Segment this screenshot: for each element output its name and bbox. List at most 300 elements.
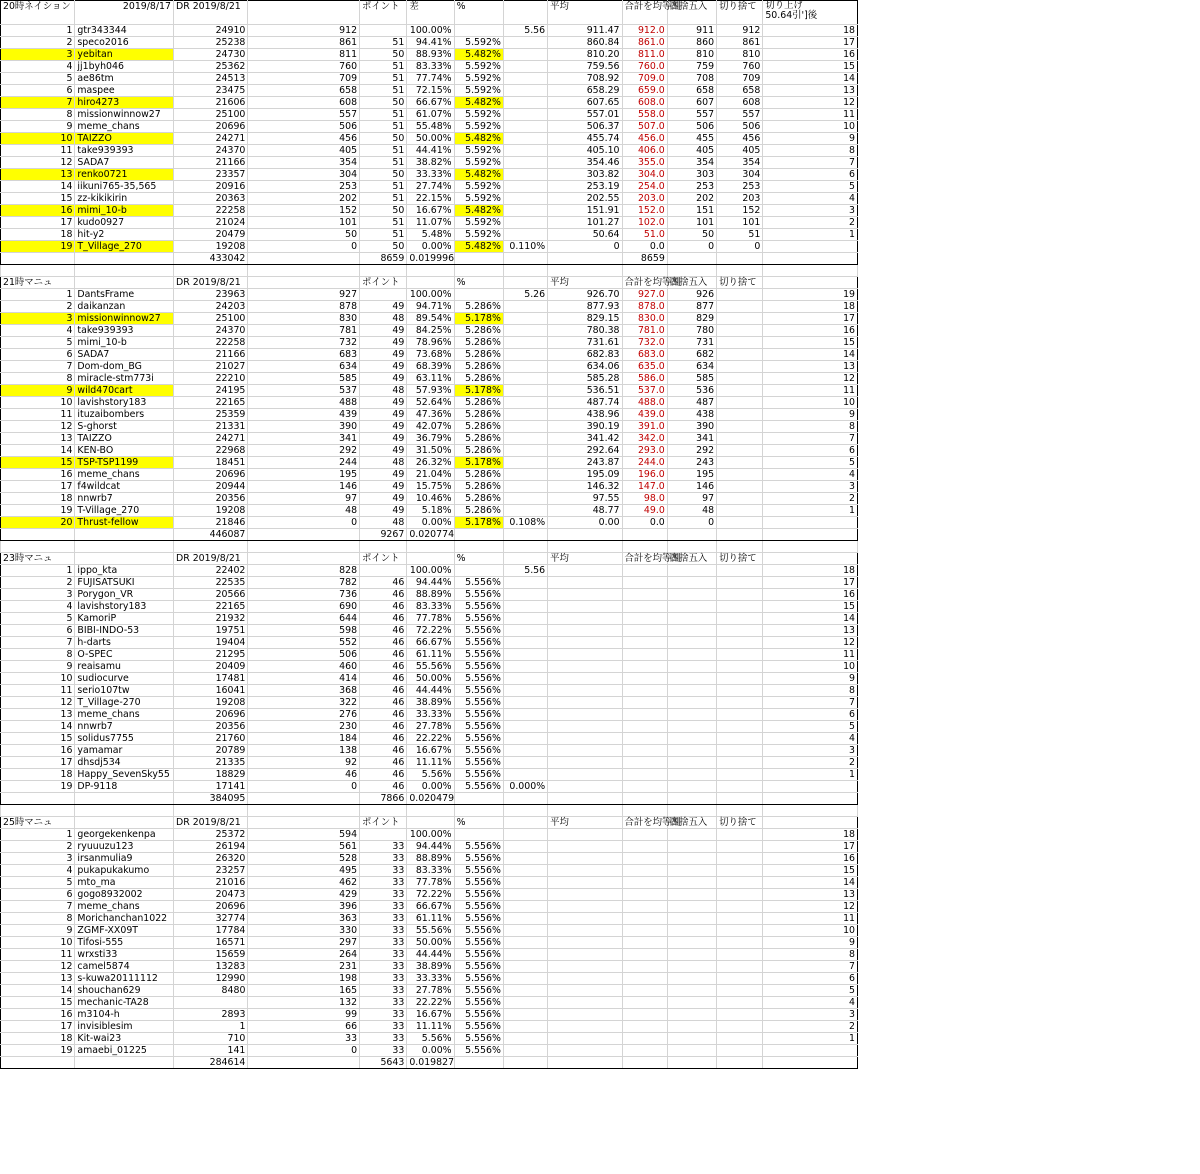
cell-order[interactable]: 10 — [763, 396, 858, 408]
cell-diff[interactable]: 51 — [360, 109, 407, 121]
cell-ratio[interactable]: 5.556% — [454, 1008, 503, 1020]
cell-equal-split[interactable]: 536.51 — [548, 384, 622, 396]
cell-point[interactable]: 828 — [248, 564, 360, 576]
cell-ratio[interactable]: 5.556% — [454, 900, 503, 912]
cell-floored[interactable]: 438 — [667, 408, 716, 420]
cell-ceiled[interactable]: 101 — [717, 217, 763, 229]
cell-rank[interactable]: 15 — [1, 732, 75, 744]
cell-dr-value[interactable]: 18829 — [173, 768, 247, 780]
cell-ratio[interactable]: 5.286% — [454, 324, 503, 336]
cell-player-name[interactable]: DantsFrame — [75, 288, 174, 300]
header-percent[interactable]: % — [454, 552, 503, 564]
cell[interactable] — [75, 528, 174, 540]
cell-equal-split[interactable] — [548, 588, 622, 600]
cell[interactable] — [75, 540, 174, 552]
cell-ceiled[interactable] — [717, 768, 763, 780]
cell-ratio[interactable]: 5.556% — [454, 756, 503, 768]
cell-order[interactable]: 9 — [763, 133, 858, 145]
cell-diff[interactable]: 33 — [360, 960, 407, 972]
cell[interactable] — [548, 804, 622, 816]
cell-average[interactable] — [503, 61, 547, 73]
cell-equal-split[interactable] — [548, 636, 622, 648]
cell-ceiled[interactable] — [717, 648, 763, 660]
cell-percent[interactable]: 16.67% — [407, 744, 454, 756]
header-date[interactable]: 2019/8/17 — [75, 1, 174, 25]
cell-rank[interactable]: 2 — [1, 840, 75, 852]
cell-rounded[interactable] — [622, 732, 667, 744]
cell-rounded[interactable]: 391.0 — [622, 420, 667, 432]
cell-ceiled[interactable] — [717, 372, 763, 384]
cell-rank[interactable]: 12 — [1, 157, 75, 169]
cell-order[interactable]: 8 — [763, 420, 858, 432]
cell-rank[interactable]: 14 — [1, 720, 75, 732]
cell-point[interactable]: 405 — [248, 145, 360, 157]
cell-equal-split[interactable] — [548, 984, 622, 996]
cell-rank[interactable]: 10 — [1, 396, 75, 408]
cell-floored[interactable]: 585 — [667, 372, 716, 384]
cell-average[interactable] — [503, 888, 547, 900]
cell-equal-split[interactable]: 0 — [548, 241, 622, 253]
cell-order[interactable] — [763, 516, 858, 528]
cell[interactable] — [667, 528, 716, 540]
section-title[interactable]: 25時マニュ — [1, 816, 75, 828]
cell-diff[interactable]: 46 — [360, 708, 407, 720]
cell-player-name[interactable]: FUJISATSUKI — [75, 576, 174, 588]
cell-ratio[interactable]: 5.556% — [454, 948, 503, 960]
cell-ratio[interactable]: 5.482% — [454, 241, 503, 253]
cell-point[interactable]: 608 — [248, 97, 360, 109]
cell-floored[interactable]: 506 — [667, 121, 716, 133]
header-dr[interactable]: DR 2019/8/21 — [173, 552, 247, 564]
cell-order[interactable]: 10 — [763, 660, 858, 672]
cell[interactable] — [548, 253, 622, 265]
cell-average[interactable] — [503, 480, 547, 492]
cell-player-name[interactable]: KamoriP — [75, 612, 174, 624]
cell[interactable] — [360, 540, 407, 552]
cell-percent[interactable]: 66.67% — [407, 636, 454, 648]
cell-floored[interactable] — [667, 744, 716, 756]
cell-dr-value[interactable]: 20356 — [173, 720, 247, 732]
cell-average[interactable]: 0.110% — [503, 241, 547, 253]
cell-floored[interactable] — [667, 612, 716, 624]
cell-rounded[interactable] — [622, 984, 667, 996]
cell-dr-value[interactable]: 20916 — [173, 181, 247, 193]
cell-equal-split[interactable] — [548, 840, 622, 852]
cell-point[interactable]: 811 — [248, 49, 360, 61]
cell-equal-split[interactable] — [548, 744, 622, 756]
cell-diff[interactable]: 46 — [360, 672, 407, 684]
cell-rank[interactable]: 5 — [1, 73, 75, 85]
cell-ratio[interactable]: 5.556% — [454, 600, 503, 612]
cell-percent[interactable]: 16.67% — [407, 1008, 454, 1020]
cell-equal-split[interactable]: 253.19 — [548, 181, 622, 193]
cell-rounded[interactable] — [622, 588, 667, 600]
cell-ratio[interactable]: 5.286% — [454, 360, 503, 372]
cell-average[interactable] — [503, 708, 547, 720]
cell-average[interactable] — [503, 456, 547, 468]
cell[interactable] — [763, 1056, 858, 1068]
header-percent[interactable]: % — [454, 276, 503, 288]
cell-average[interactable] — [503, 852, 547, 864]
cell-equal-split[interactable]: 506.37 — [548, 121, 622, 133]
cell-ceiled[interactable] — [717, 876, 763, 888]
cell-ceiled[interactable] — [717, 456, 763, 468]
cell-ceiled[interactable]: 557 — [717, 109, 763, 121]
cell-average[interactable] — [503, 324, 547, 336]
cell-rounded[interactable] — [622, 564, 667, 576]
cell-diff[interactable]: 33 — [360, 1044, 407, 1056]
cell-rounded[interactable]: 0.0 — [622, 241, 667, 253]
cell-point[interactable]: 202 — [248, 193, 360, 205]
cell-rank[interactable]: 9 — [1, 121, 75, 133]
cell-equal-split[interactable]: 50.64 — [548, 229, 622, 241]
cell-player-name[interactable]: Morichanchan1022 — [75, 912, 174, 924]
cell-order[interactable]: 11 — [763, 912, 858, 924]
cell-ceiled[interactable]: 709 — [717, 73, 763, 85]
cell-percent[interactable]: 72.15% — [407, 85, 454, 97]
cell-average[interactable] — [503, 312, 547, 324]
cell-floored[interactable]: 682 — [667, 348, 716, 360]
cell-order[interactable]: 16 — [763, 324, 858, 336]
cell-dr-value[interactable]: 26194 — [173, 840, 247, 852]
cell-dr-value[interactable]: 21846 — [173, 516, 247, 528]
cell-point[interactable]: 363 — [248, 912, 360, 924]
cell-floored[interactable]: 341 — [667, 432, 716, 444]
cell-ratio[interactable]: 5.482% — [454, 133, 503, 145]
cell-point[interactable]: 528 — [248, 852, 360, 864]
cell[interactable] — [1, 265, 75, 277]
cell-ratio[interactable]: 5.556% — [454, 876, 503, 888]
cell-dr-value[interactable]: 20479 — [173, 229, 247, 241]
cell-dr-value[interactable]: 21331 — [173, 420, 247, 432]
cell-ceiled[interactable] — [717, 972, 763, 984]
cell-dr-value[interactable]: 24513 — [173, 73, 247, 85]
cell[interactable] — [248, 265, 360, 277]
header-ceil-note[interactable]: 50.64引']後 — [765, 10, 818, 21]
cell-point[interactable]: 414 — [248, 672, 360, 684]
cell-order[interactable]: 2 — [763, 756, 858, 768]
cell-rank[interactable]: 6 — [1, 888, 75, 900]
cell-diff[interactable]: 33 — [360, 900, 407, 912]
cell-average[interactable]: 0.000% — [503, 780, 547, 792]
cell-order[interactable]: 19 — [763, 288, 858, 300]
cell[interactable] — [717, 792, 763, 804]
cell-floored[interactable]: 731 — [667, 336, 716, 348]
cell-order[interactable]: 12 — [763, 900, 858, 912]
cell-floored[interactable] — [667, 660, 716, 672]
cell-ceiled[interactable] — [717, 1044, 763, 1056]
cell-rank[interactable]: 11 — [1, 948, 75, 960]
cell-diff[interactable]: 51 — [360, 145, 407, 157]
cell-order[interactable]: 13 — [763, 85, 858, 97]
header-floor[interactable]: 切り捨て — [717, 816, 763, 828]
cell-ceiled[interactable] — [717, 780, 763, 792]
cell[interactable] — [248, 540, 360, 552]
cell-ceiled[interactable] — [717, 744, 763, 756]
cell[interactable] — [173, 804, 247, 816]
cell-order[interactable]: 4 — [763, 468, 858, 480]
cell-average[interactable] — [503, 744, 547, 756]
cell-ceiled[interactable]: 354 — [717, 157, 763, 169]
cell-average[interactable] — [503, 181, 547, 193]
cell-player-name[interactable]: yebitan — [75, 49, 174, 61]
cell-average[interactable] — [503, 336, 547, 348]
cell-player-name[interactable]: SADA7 — [75, 348, 174, 360]
cell-player-name[interactable]: dhsdj534 — [75, 756, 174, 768]
cell-percent[interactable]: 100.00% — [407, 828, 454, 840]
cell-point[interactable]: 912 — [248, 25, 360, 37]
cell-floored[interactable] — [667, 828, 716, 840]
cell-equal-split[interactable] — [548, 876, 622, 888]
cell-point[interactable]: 460 — [248, 660, 360, 672]
cell-percent[interactable]: 5.48% — [407, 229, 454, 241]
cell-rounded[interactable] — [622, 900, 667, 912]
cell-rank[interactable]: 5 — [1, 612, 75, 624]
cell-point[interactable]: 462 — [248, 876, 360, 888]
cell-diff[interactable] — [360, 564, 407, 576]
cell-average[interactable] — [503, 73, 547, 85]
cell-point[interactable]: 0 — [248, 241, 360, 253]
cell-percent[interactable]: 55.48% — [407, 121, 454, 133]
cell-floored[interactable] — [667, 576, 716, 588]
cell-order[interactable]: 15 — [763, 600, 858, 612]
cell[interactable] — [548, 540, 622, 552]
cell-rank[interactable]: 17 — [1, 480, 75, 492]
cell[interactable] — [1, 792, 75, 804]
cell[interactable] — [248, 804, 360, 816]
cell-order[interactable]: 14 — [763, 73, 858, 85]
cell-equal-split[interactable]: 48.77 — [548, 504, 622, 516]
cell-percent[interactable]: 61.11% — [407, 912, 454, 924]
cell-rounded[interactable]: 608.0 — [622, 97, 667, 109]
header-ceil-cell[interactable] — [763, 552, 858, 564]
cell-order[interactable] — [763, 241, 858, 253]
cell-ceiled[interactable]: 506 — [717, 121, 763, 133]
header-point[interactable]: ポイント — [360, 552, 407, 564]
cell-player-name[interactable]: daikanzan — [75, 300, 174, 312]
cell-point[interactable]: 594 — [248, 828, 360, 840]
cell[interactable] — [1, 1056, 75, 1068]
cell-order[interactable]: 7 — [763, 432, 858, 444]
cell-ratio[interactable]: 5.178% — [454, 384, 503, 396]
cell-diff[interactable]: 46 — [360, 588, 407, 600]
cell-diff[interactable]: 33 — [360, 984, 407, 996]
cell-rank[interactable]: 9 — [1, 384, 75, 396]
cell-percent[interactable]: 89.54% — [407, 312, 454, 324]
cell-average[interactable] — [503, 756, 547, 768]
cell[interactable] — [667, 253, 716, 265]
cell-diff[interactable]: 51 — [360, 157, 407, 169]
cell-player-name[interactable]: Tifosi-555 — [75, 936, 174, 948]
cell[interactable] — [622, 804, 667, 816]
cell-rounded[interactable]: 912.0 — [622, 25, 667, 37]
cell-floored[interactable]: 557 — [667, 109, 716, 121]
cell-player-name[interactable]: Kit-wai23 — [75, 1032, 174, 1044]
cell-point[interactable]: 48 — [248, 504, 360, 516]
cell-ratio[interactable]: 5.556% — [454, 1032, 503, 1044]
cell-rounded[interactable] — [622, 684, 667, 696]
cell-point[interactable]: 97 — [248, 492, 360, 504]
cell-rank[interactable]: 17 — [1, 756, 75, 768]
cell-player-name[interactable]: lavishstory183 — [75, 396, 174, 408]
cell-percent[interactable]: 100.00% — [407, 25, 454, 37]
cell-player-name[interactable]: take939393 — [75, 145, 174, 157]
cell-dr-value[interactable]: 25238 — [173, 37, 247, 49]
cell-ceiled[interactable] — [717, 360, 763, 372]
cell-order[interactable]: 6 — [763, 972, 858, 984]
cell-ceiled[interactable]: 0 — [717, 241, 763, 253]
cell-floored[interactable] — [667, 756, 716, 768]
cell-order[interactable]: 13 — [763, 888, 858, 900]
cell-percent[interactable]: 5.18% — [407, 504, 454, 516]
cell-diff[interactable]: 46 — [360, 696, 407, 708]
cell-rounded[interactable] — [622, 696, 667, 708]
cell-diff[interactable]: 33 — [360, 1032, 407, 1044]
cell-ceiled[interactable] — [717, 504, 763, 516]
cell-rounded[interactable]: 406.0 — [622, 145, 667, 157]
cell-ceiled[interactable] — [717, 996, 763, 1008]
cell-dr-value[interactable]: 20944 — [173, 480, 247, 492]
cell-ratio[interactable]: 5.556% — [454, 696, 503, 708]
cell[interactable] — [667, 540, 716, 552]
cell-player-name[interactable]: T_Village_270 — [75, 241, 174, 253]
cell-equal-split[interactable]: 607.65 — [548, 97, 622, 109]
cell-ratio[interactable]: 5.592% — [454, 61, 503, 73]
cell-equal-split[interactable]: 202.55 — [548, 193, 622, 205]
cell[interactable] — [503, 804, 547, 816]
cell-ratio[interactable]: 5.556% — [454, 984, 503, 996]
cell-player-name[interactable]: miracle-stm773i — [75, 372, 174, 384]
cell-equal-split[interactable]: 354.46 — [548, 157, 622, 169]
cell-average[interactable] — [503, 444, 547, 456]
cell-order[interactable]: 3 — [763, 1008, 858, 1020]
cell-rounded[interactable]: 196.0 — [622, 468, 667, 480]
cell-player-name[interactable]: zz-kikikirin — [75, 193, 174, 205]
total-dr[interactable]: 446087 — [173, 528, 247, 540]
cell-dr-value[interactable]: 22535 — [173, 576, 247, 588]
cell-dr-value[interactable]: 20566 — [173, 588, 247, 600]
cell[interactable] — [548, 528, 622, 540]
cell-floored[interactable]: 634 — [667, 360, 716, 372]
cell-ceiled[interactable] — [717, 672, 763, 684]
cell-floored[interactable]: 911 — [667, 25, 716, 37]
cell-ceiled[interactable] — [717, 612, 763, 624]
cell-rank[interactable]: 14 — [1, 984, 75, 996]
cell-floored[interactable] — [667, 864, 716, 876]
cell[interactable] — [1, 804, 75, 816]
cell[interactable] — [454, 540, 503, 552]
cell-diff[interactable]: 46 — [360, 768, 407, 780]
cell-diff[interactable]: 49 — [360, 324, 407, 336]
cell-rounded[interactable] — [622, 600, 667, 612]
cell-equal-split[interactable]: 780.38 — [548, 324, 622, 336]
cell-dr-value[interactable]: 22210 — [173, 372, 247, 384]
cell-equal-split[interactable]: 926.70 — [548, 288, 622, 300]
cell-order[interactable]: 8 — [763, 948, 858, 960]
cell-equal-split[interactable] — [548, 768, 622, 780]
cell-equal-split[interactable] — [548, 648, 622, 660]
cell-ceiled[interactable] — [717, 840, 763, 852]
cell-order[interactable]: 4 — [763, 732, 858, 744]
cell-average[interactable] — [503, 217, 547, 229]
cell-point[interactable]: 195 — [248, 468, 360, 480]
cell-rank[interactable]: 8 — [1, 912, 75, 924]
cell-average[interactable] — [503, 229, 547, 241]
cell-ceiled[interactable] — [717, 912, 763, 924]
header-round[interactable]: 四捨五入 — [667, 816, 716, 828]
cell-equal-split[interactable] — [548, 684, 622, 696]
cell-average[interactable] — [503, 396, 547, 408]
cell-rank[interactable]: 20 — [1, 516, 75, 528]
cell-point[interactable]: 244 — [248, 456, 360, 468]
cell-ratio[interactable]: 5.178% — [454, 516, 503, 528]
cell-average[interactable] — [503, 720, 547, 732]
cell[interactable] — [717, 540, 763, 552]
cell-rank[interactable]: 7 — [1, 97, 75, 109]
cell-player-name[interactable]: hit-y2 — [75, 229, 174, 241]
cell-percent[interactable]: 44.44% — [407, 684, 454, 696]
cell-ceiled[interactable] — [717, 984, 763, 996]
cell-floored[interactable] — [667, 636, 716, 648]
cell-player-name[interactable]: iikuni765-35,565 — [75, 181, 174, 193]
cell-ratio[interactable]: 5.592% — [454, 109, 503, 121]
cell-rank[interactable]: 3 — [1, 588, 75, 600]
cell-ratio[interactable]: 5.286% — [454, 468, 503, 480]
total-diff[interactable]: 0.020774 — [407, 528, 454, 540]
cell-point[interactable]: 506 — [248, 121, 360, 133]
cell-diff[interactable]: 46 — [360, 684, 407, 696]
header-diff[interactable]: 差 — [407, 1, 454, 25]
cell-equal-split[interactable]: 0.00 — [548, 516, 622, 528]
cell-equal-split[interactable] — [548, 1020, 622, 1032]
cell-equal-split[interactable]: 860.84 — [548, 37, 622, 49]
cell-player-name[interactable]: gogo8932002 — [75, 888, 174, 900]
cell-percent[interactable]: 11.07% — [407, 217, 454, 229]
cell-point[interactable]: 276 — [248, 708, 360, 720]
cell-floored[interactable] — [667, 708, 716, 720]
cell-point[interactable]: 781 — [248, 324, 360, 336]
cell-point[interactable]: 561 — [248, 840, 360, 852]
cell-ratio[interactable]: 5.556% — [454, 732, 503, 744]
cell-floored[interactable]: 48 — [667, 504, 716, 516]
cell-ratio[interactable]: 5.592% — [454, 145, 503, 157]
cell-player-name[interactable]: ryuuuzu123 — [75, 840, 174, 852]
cell[interactable] — [454, 804, 503, 816]
cell-percent[interactable]: 66.67% — [407, 900, 454, 912]
cell-player-name[interactable]: BIBI-INDO-53 — [75, 624, 174, 636]
cell-ratio[interactable] — [454, 828, 503, 840]
cell-percent[interactable]: 63.11% — [407, 372, 454, 384]
cell-order[interactable]: 8 — [763, 684, 858, 696]
cell-order[interactable]: 17 — [763, 840, 858, 852]
total-equal-split[interactable]: 8659 — [622, 253, 667, 265]
cell-percent[interactable]: 10.46% — [407, 492, 454, 504]
cell-order[interactable]: 1 — [763, 504, 858, 516]
cell-order[interactable] — [763, 780, 858, 792]
cell-ratio[interactable]: 5.592% — [454, 181, 503, 193]
cell-point[interactable]: 760 — [248, 61, 360, 73]
cell-equal-split[interactable] — [548, 780, 622, 792]
cell-equal-split[interactable] — [548, 1032, 622, 1044]
cell-dr-value[interactable]: 20363 — [173, 193, 247, 205]
cell-point[interactable]: 927 — [248, 288, 360, 300]
cell-diff[interactable]: 33 — [360, 912, 407, 924]
cell-percent[interactable]: 26.32% — [407, 456, 454, 468]
cell-player-name[interactable]: mto_ma — [75, 876, 174, 888]
cell-order[interactable]: 12 — [763, 97, 858, 109]
cell-percent[interactable]: 11.11% — [407, 756, 454, 768]
cell-rounded[interactable] — [622, 768, 667, 780]
